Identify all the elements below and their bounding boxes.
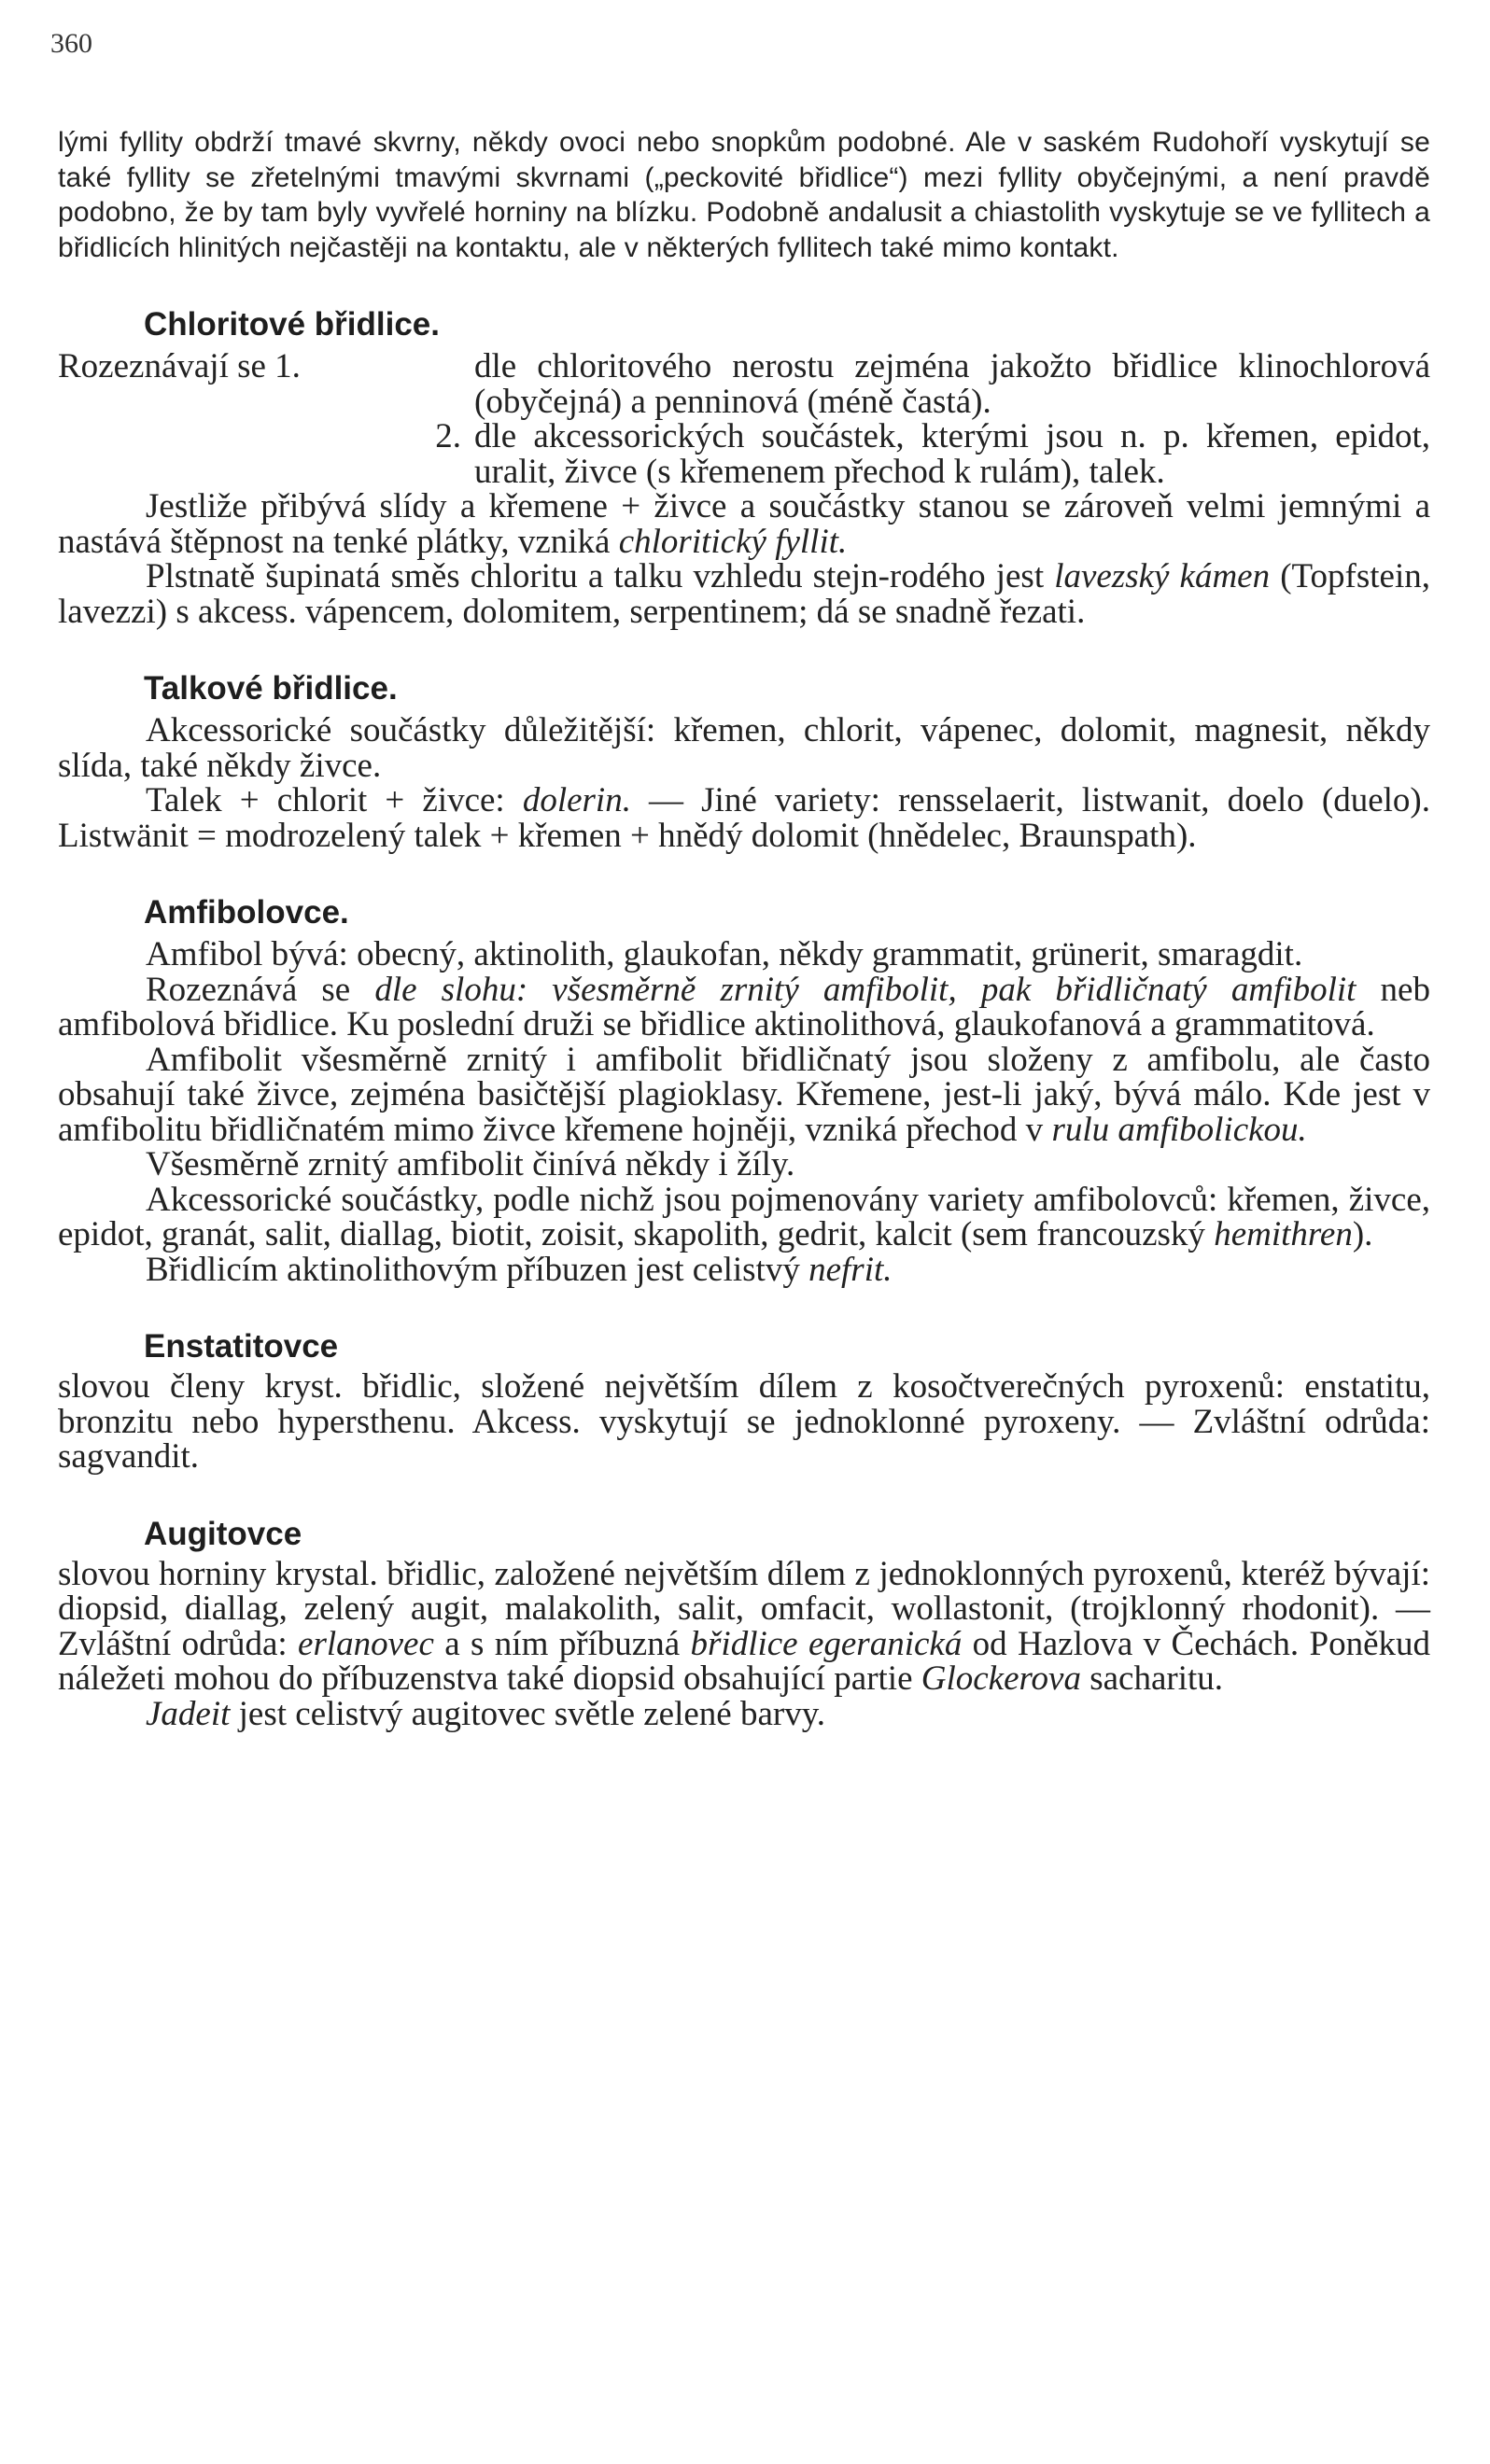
chlorit-enum-item-2 [58,419,1430,489]
page-number: 360 [50,28,92,59]
term-rula-amfibolicka: rulu amfibolickou. [1051,1110,1307,1149]
chlorit-enum-item-1 [58,349,1430,419]
amfibol-paragraph-6: Břidlicím aktinolithovým příbuzen jest celistvý nefrit. [146,1250,893,1289]
term-amfibolit: dle slohu: všesměrně zrnitý amfibolit, pak břidličnatý amfibolit [374,970,1356,1009]
term-bridlice-egeranicka: břidlice egeranická [690,1624,963,1663]
section-heading-amfibol: Amfibolovce. [144,894,349,931]
section-heading-talk: Talkové břidlice. [144,670,398,707]
term-dolerin: dolerin. [522,781,631,819]
amfibol-paragraph-4: Všesměrně zrnitý amfibolit činívá někdy i žíly. [146,1145,795,1183]
augit-paragraph-1: slovou horniny krystal. břidlic, založené největším dílem z jednoklonných pyroxenů, kteréž bývají: diopsid, diallag, zelený augit, malakolith, salit, omfacit, wollastonit, (trojklonný rhodonit). — Zvláštní odrůda: erlanovec a s ním příbuzná břidlice egeranická od Hazlova v Čechách. Poněkud náležeti mohou do příbuzenstva také diopsid obsahující partie Glockerova sacharitu. [58,1554,1431,1698]
section-heading-enstatit: Enstatitovce [144,1328,339,1365]
amfibol-paragraph-3: Amfibolit všesměrně zrnitý i amfibolit břidličnatý jsou složeny z amfibolu, ale často obsahují také živce, zejména basičtější plagioklasy. Křemene, jest-li jaký, bývá málo. Kde jest v amfibolitu břidličnatém mimo živce křemene hojněji, vzniká přechod v rulu amfibolickou. [58,1040,1430,1149]
enum-text-1: dle chloritového nerostu zejména jakožto břidlice klinochlorová (obyčejná) a penninová (méně častá). [474,347,1430,421]
term-hemithren: hemithren [1214,1215,1353,1253]
talk-paragraph-1: Akcessorické součástky důležitější: křemen, chlorit, vápenec, dolomit, magnesit, někdy slída, také někdy živce. [58,711,1430,785]
talk-paragraph-2: Talek + chlorit + živce: dolerin. — Jiné variety: rensselaerit, listwanit, doelo (duelo). Listwänit = modrozelený talek + křemen + hnědý dolomit (hnědelec, Braunspath). [58,781,1430,855]
enum-text-2: dle akcessorických součástek, kterými jsou n. p. křemen, epidot, uralit, živce (s křemenem přechod k rulám), talek. [474,417,1430,491]
enstatit-paragraph-1: slovou členy kryst. břidlic, složené největším dílem z kosočtverečných pyroxenů: enstatitu, bronzitu nebo hypersthenu. Akcess. vyskytují se jednoklonné pyroxeny. — Zvláštní odrůda: sagvandit. [58,1367,1430,1476]
chlorit-paragraph-2: Plstnatě šupinatá směs chloritu a talku vzhledu stejn-rodého jest lavezský kámen (Topfstein, lavezzi) s akcess. vápencem, dolomitem, serpentinem; dá se snadně řezati. [58,557,1430,631]
augit-paragraph-2: Jadeit jest celistvý augitovec světle zelené barvy. [146,1694,826,1733]
term-nefrit: nefrit. [808,1250,893,1289]
page-content [58,125,1430,1731]
enum-label-1: Rozeznávají se 1. [58,347,301,385]
enum-label-2: 2. [435,417,461,455]
term-chloriticky-fyllit: chloritický fyllit. [618,522,848,561]
term-erlanovec: erlanovec [298,1624,434,1663]
term-glockerova: Glockerova [921,1659,1081,1698]
chlorit-paragraph-1: Jestliže přibývá slídy a křemene + živce a součástky stanou se zároveň velmi jemnými a nastává štěpnost na tenké plátky, vzniká chloritický fyllit. [58,487,1430,561]
section-heading-chlorit: Chloritové břidlice. [144,306,440,343]
amfibol-paragraph-1: Amfibol bývá: obecný, aktinolith, glaukofan, někdy grammatit, grünerit, smaragdit. [146,935,1303,973]
term-jadeit: Jadeit [146,1694,231,1733]
amfibol-paragraph-5: Akcessorické součástky, podle nichž jsou pojmenovány variety amfibolovců: křemen, živce, epidot, granát, salit, diallag, biotit, zoisit, skapolith, gedrit, kalcit (sem francouzský hemithren). [58,1180,1430,1253]
section-heading-augit: Augitovce [144,1515,302,1552]
intro-paragraph: lými fyllity obdrží tmavé skvrny, někdy ovoci nebo snopkům podobné. Ale v saském Rudohoří vyskytují se také fyllity se zřetelnými tmavými skvrnami („peckovité břidlice“) mezi fyllity obyčejnými, a není pravdě podobno, že by tam byly vyvřelé horniny na blízku. Podobně andalusit a chiastolith vyskytuje se ve fyllitech a břidlicích hlinitých nejčastěji na kontaktu, ale v některých fyllitech také mimo kontakt. [58,127,1430,263]
amfibol-paragraph-2: Rozeznává se dle slohu: všesměrně zrnitý amfibolit, pak břidličnatý amfibolit neb amfibolová břidlice. Ku poslední druži se břidlice aktinolithová, glaukofanová a grammatitová. [58,970,1430,1043]
term-lavezsky-kamen: lavezský kámen [1054,557,1271,595]
